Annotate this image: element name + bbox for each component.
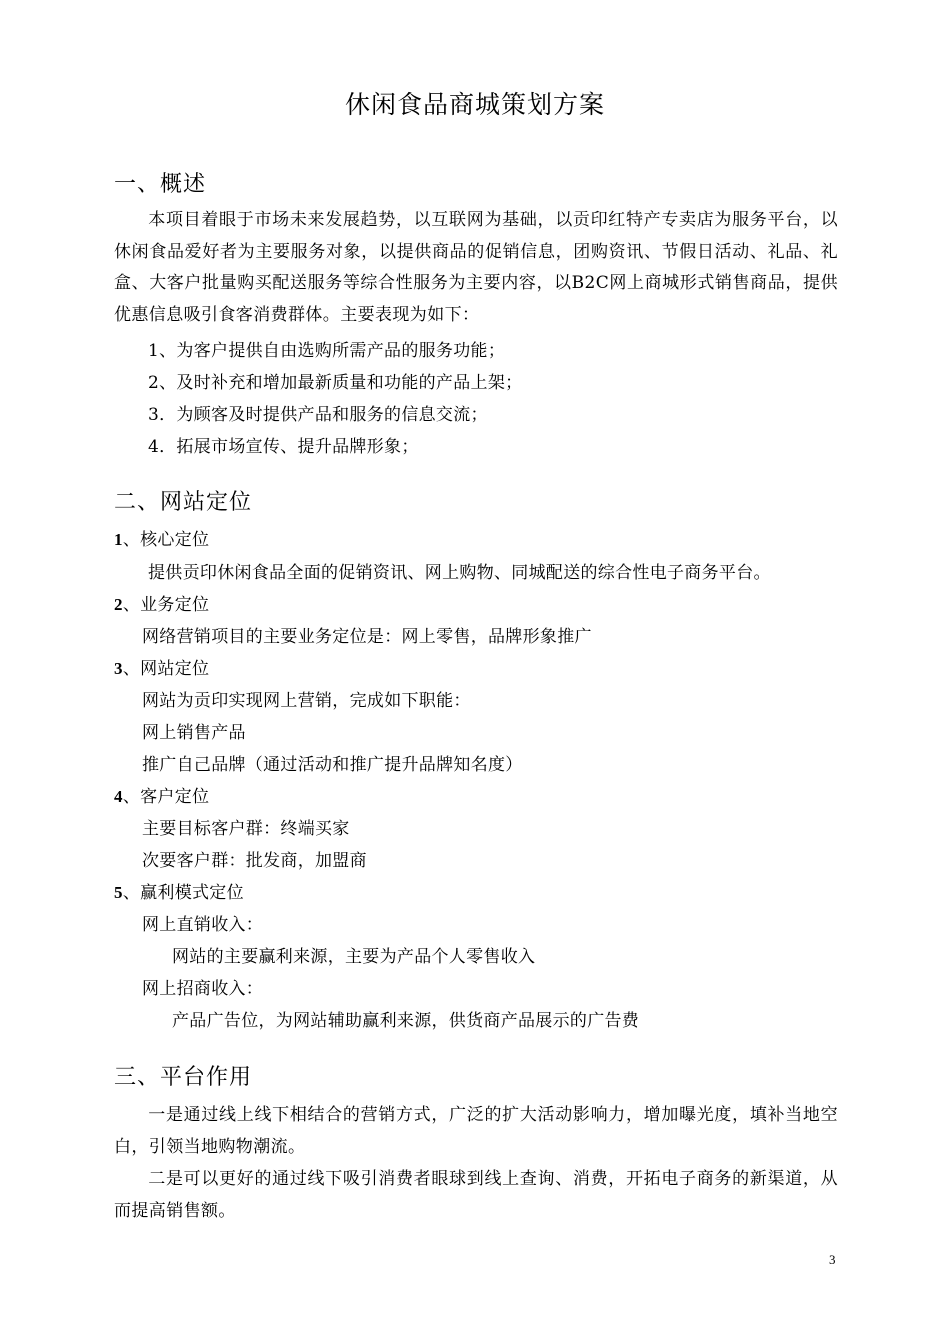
- subheading-label: 、赢利模式定位: [122, 883, 244, 903]
- website-item: 网上销售产品: [142, 723, 246, 743]
- subheading-core: [114, 528, 209, 552]
- subheading-number: 4: [114, 787, 123, 806]
- website-text: 网站为贡印实现网上营销，完成如下职能：: [142, 691, 471, 711]
- subheading-number: 5: [114, 883, 123, 902]
- subheading-profit: [114, 881, 244, 905]
- overview-item: 2、及时补充和增加最新质量和功能的产品上架；: [148, 373, 523, 393]
- subheading-business: [114, 593, 209, 617]
- subheading-number: 3: [114, 659, 123, 678]
- section-heading-platform-role: 三、平台作用: [114, 1065, 253, 1090]
- section-heading-overview: 一、概述: [114, 172, 207, 197]
- subheading-label: 、业务定位: [122, 595, 210, 615]
- subheading-label: 、核心定位: [122, 530, 210, 550]
- subheading-customer: [114, 785, 209, 809]
- core-text: 提供贡印休闲食品全面的促销资讯、网上购物、同城配送的综合性电子商务平台。: [148, 563, 771, 583]
- website-item: 推广自己品牌（通过活动和推广提升品牌知名度）: [142, 755, 523, 775]
- subheading-website: [114, 657, 209, 681]
- overview-text: 本项目着眼于市场未来发展趋势，以互联网为基础，以贡印红特产专卖店为服务平台，以休闲食品爱好者为主要服务对象，以提供商品的促销信息，团购资讯、节假日活动、礼品、礼盒、大客户批量购买配送服务等综合性服务为主要内容，以B2C网上商城形式销售商品，提供优惠信息吸引食客消费群体。主要表现为如下：: [114, 210, 838, 325]
- overview-paragraph: [114, 205, 838, 331]
- customer-item: 主要目标客户群：终端买家: [142, 819, 350, 839]
- section-heading-positioning: 二、网站定位: [114, 490, 253, 515]
- platform-paragraph-2: [114, 1164, 838, 1227]
- subheading-label: 、网站定位: [122, 659, 210, 679]
- overview-item: 3．为顾客及时提供产品和服务的信息交流；: [148, 405, 488, 425]
- platform-paragraph-1: [114, 1100, 838, 1163]
- profit-direct-text: 网站的主要赢利来源，主要为产品个人零售收入: [172, 947, 536, 967]
- business-text: 网络营销项目的主要业务定位是：网上零售，品牌形象推广: [142, 627, 592, 647]
- document-title: 休闲食品商城策划方案: [344, 90, 605, 119]
- customer-item: 次要客户群：批发商，加盟商: [142, 851, 367, 871]
- platform-text-1: 一是通过线上线下相结合的营销方式，广泛的扩大活动影响力，增加曝光度，填补当地空白，引领当地购物潮流。: [114, 1105, 838, 1157]
- subheading-label: 、客户定位: [122, 787, 210, 807]
- subheading-number: 2: [114, 595, 123, 614]
- profit-investment-text: 产品广告位，为网站辅助赢利来源，供货商产品展示的广告费: [172, 1011, 640, 1031]
- page-number: 3: [829, 1252, 836, 1267]
- profit-investment-title: 网上招商收入：: [142, 979, 264, 999]
- overview-item: 4．拓展市场宣传、提升品牌形象；: [148, 437, 419, 457]
- overview-item: 1、为客户提供自由选购所需产品的服务功能；: [148, 341, 506, 361]
- subheading-number: 1: [114, 530, 123, 549]
- profit-direct-title: 网上直销收入：: [142, 915, 264, 935]
- platform-text-2: 二是可以更好的通过线下吸引消费者眼球到线上查询、消费，开拓电子商务的新渠道，从而提高销售额。: [114, 1169, 838, 1221]
